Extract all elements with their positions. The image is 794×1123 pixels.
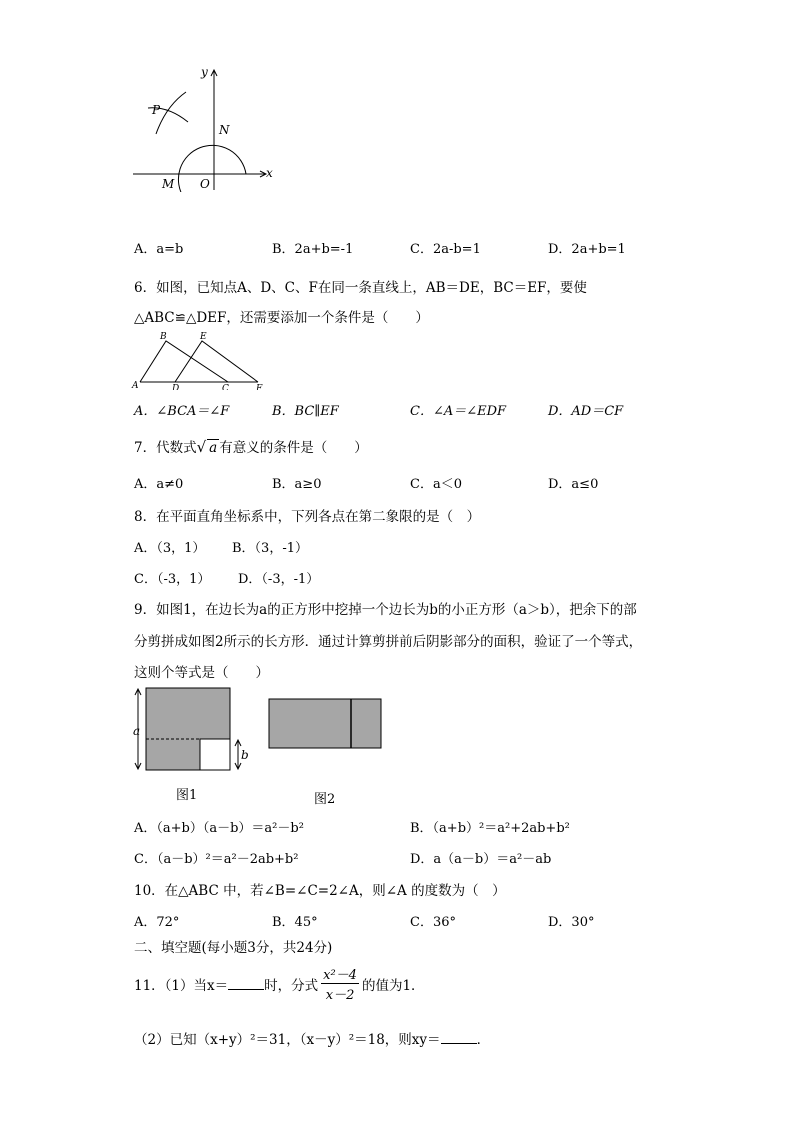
q9-option-b[interactable]: B．（a+b）²＝a²+2ab+b² — [410, 821, 570, 836]
figure-2 — [266, 696, 386, 752]
figure-1 — [128, 684, 254, 776]
label-c: C — [222, 384, 229, 390]
label-d: D — [172, 384, 180, 390]
label-x: x — [266, 166, 273, 180]
q5-option-c[interactable]: C．2a-b=1 — [410, 242, 481, 257]
q7-option-c[interactable]: C．a＜0 — [410, 477, 462, 492]
q11-part1 — [134, 964, 425, 1003]
q9-option-d[interactable]: D．a（a－b）＝a²－ab — [410, 852, 552, 867]
q10-option-c[interactable]: C．36° — [410, 915, 456, 930]
q10-option-d[interactable]: D．30° — [548, 915, 595, 930]
q7-option-b[interactable]: B．a≥0 — [272, 477, 322, 492]
label-a: A — [132, 381, 139, 390]
coordinate-construction-figure — [128, 62, 278, 192]
label-a: a — [133, 724, 141, 738]
q10-option-a[interactable]: A．72° — [134, 915, 180, 930]
q11-part1-pre: 11．（1）当x＝ — [134, 977, 229, 994]
triangle-def — [175, 341, 258, 382]
radical-sign: √ — [196, 438, 207, 456]
q9-stem-line3: 这则个等式是（ ） — [134, 665, 269, 681]
q5-option-a[interactable]: A．a=b — [134, 242, 184, 257]
q7-radicand: a — [209, 440, 218, 456]
q11-blank-2[interactable] — [441, 1031, 477, 1044]
q9-stem-line1: 9．如图1，在边长为a的正方形中挖掉一个边长为b的小正方形（a＞b），把余下的部 — [134, 602, 637, 618]
label-m: M — [162, 177, 175, 191]
q8-stem: 8．在平面直角坐标系中，下列各点在第二象限的是（ ） — [134, 509, 481, 525]
section-heading: 二、填空题(每小题3分，共24分) — [134, 940, 333, 956]
fraction-denominator: x－2 — [325, 988, 355, 1003]
label-p: P — [152, 103, 161, 117]
q7-option-a[interactable]: A．a≠0 — [134, 477, 184, 492]
q9-stem-line2: 分剪拼成如图2所示的长方形．通过计算剪拼前后阴影部分的面积，验证了一个等式， — [134, 634, 643, 650]
q8-option-a[interactable]: A．（3，1） — [134, 541, 206, 556]
q11-part2-pre: （2）已知（x+y）²＝31，（x－y）²＝18，则xy＝ — [134, 1032, 441, 1048]
q6-stem-line2: △ABC≌△DEF，还需要添加一个条件是（ ） — [134, 310, 429, 326]
q5-option-b[interactable]: B．2a+b=-1 — [272, 242, 354, 257]
label-n: N — [219, 123, 230, 137]
fraction — [321, 964, 359, 1003]
q9-option-a[interactable]: A．（a+b）（a－b）＝a²－b² — [134, 821, 304, 836]
arc-p1 — [156, 92, 186, 134]
q7-stem-post: 有意义的条件是（ ） — [219, 440, 368, 456]
label-b: B — [160, 332, 167, 342]
label-o: O — [200, 177, 210, 191]
label-f: F — [256, 384, 263, 390]
label-e: E — [200, 332, 207, 342]
q11-blank-1[interactable] — [228, 977, 264, 990]
q8-option-d[interactable]: D．（-3，-1） — [238, 572, 320, 587]
q6-option-d[interactable]: D．AD＝CF — [548, 404, 624, 419]
label-b: b — [241, 748, 249, 762]
q11-part2 — [134, 1028, 490, 1048]
label-y: y — [201, 65, 208, 79]
q7-stem-pre: 7．代数式 — [134, 440, 197, 456]
q7-option-d[interactable]: D．a≤0 — [548, 477, 599, 492]
q8-option-c[interactable]: C．（-3，1） — [134, 572, 211, 587]
q6-option-b[interactable]: B．BC∥EF — [272, 404, 339, 419]
q11-part1-post: 的值为1． — [361, 977, 425, 994]
q10-stem: 10．在△ABC 中，若∠B=∠C=2∠A，则∠A 的度数为（ ） — [134, 883, 506, 899]
figure-2-caption: 图2 — [314, 792, 336, 807]
triangles-figure — [130, 330, 270, 390]
figure-1-caption: 图1 — [176, 788, 198, 803]
q6-option-c[interactable]: C．∠A＝∠EDF — [410, 404, 507, 419]
q11-part2-post: ． — [476, 1032, 491, 1048]
small-square — [200, 739, 230, 770]
q8-option-b[interactable]: B．（3，-1） — [232, 541, 308, 556]
q7-stem — [134, 436, 368, 456]
q6-option-a[interactable]: A．∠BCA＝∠F — [134, 404, 230, 419]
q11-part1-mid: 时，分式 — [264, 977, 319, 994]
q10-option-b[interactable]: B．45° — [272, 915, 318, 930]
triangle-abc — [140, 341, 228, 382]
rectangle — [269, 699, 381, 748]
q9-option-c[interactable]: C．（a－b）²＝a²－2ab+b² — [134, 852, 299, 867]
q5-option-d[interactable]: D．2a+b=1 — [548, 242, 626, 257]
q6-stem-line1: 6．如图，已知点A、D、C、F在同一条直线上，AB＝DE，BC＝EF，要使 — [134, 280, 587, 296]
fraction-numerator: x²－4 — [321, 964, 359, 984]
arc-mn — [178, 145, 246, 192]
